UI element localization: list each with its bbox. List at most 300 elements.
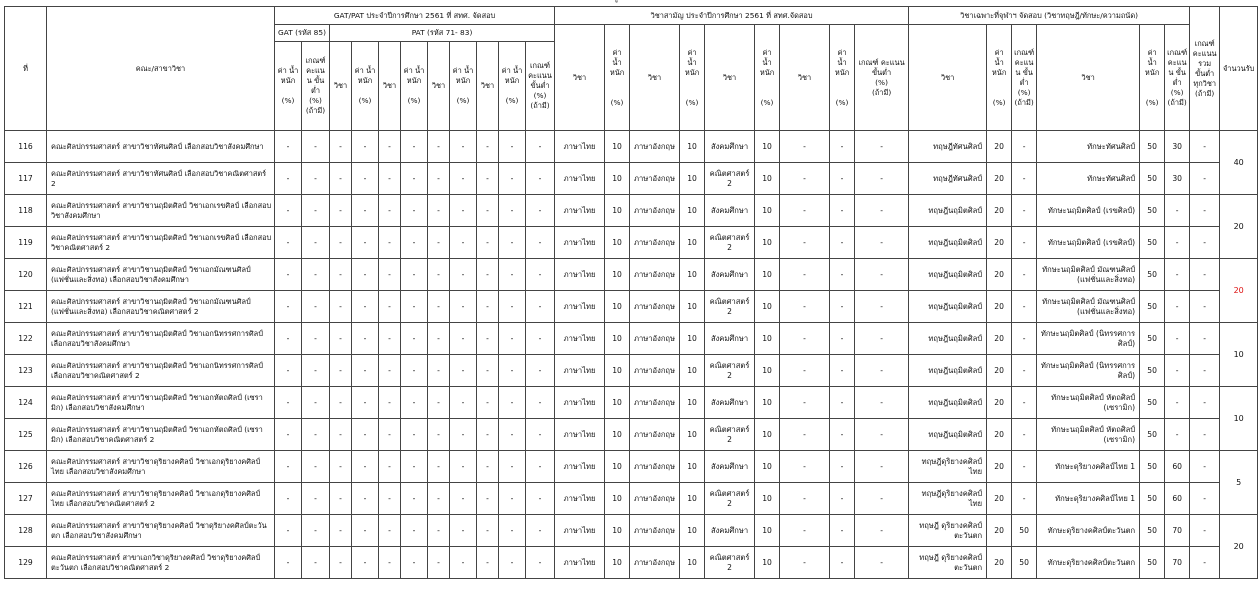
special-weight-2: 50 bbox=[1140, 163, 1165, 195]
pat-weight-3: - bbox=[450, 195, 477, 227]
special-subject-2: ทักษะนฤมิตศิลป์ มัณฑนศิลป์ (แฟชั่นและสิ่งทอ) bbox=[1037, 291, 1140, 323]
special-min-1: - bbox=[1012, 419, 1037, 451]
common-subject-4: - bbox=[780, 163, 830, 195]
special-min-2: 60 bbox=[1165, 483, 1190, 515]
pat-weight-2: - bbox=[401, 419, 428, 451]
seat-count: 5 bbox=[1220, 451, 1258, 515]
gat-min: - bbox=[302, 547, 330, 579]
common-weight-3: 10 bbox=[755, 547, 780, 579]
common-weight-2: 10 bbox=[680, 195, 705, 227]
common-weight-2: 10 bbox=[680, 451, 705, 483]
pat-weight-2: - bbox=[401, 451, 428, 483]
common-subject-3: คณิตศาสตร์ 2 bbox=[705, 419, 755, 451]
gat-weight: - bbox=[275, 163, 302, 195]
pat-min: - bbox=[526, 195, 555, 227]
common-weight-2: 10 bbox=[680, 291, 705, 323]
pat-weight-3: - bbox=[450, 259, 477, 291]
row-number: 123 bbox=[5, 355, 47, 387]
pat-subject-3: - bbox=[428, 355, 450, 387]
special-min-1: - bbox=[1012, 387, 1037, 419]
common-weight-1: 10 bbox=[605, 323, 630, 355]
common-subject-4: - bbox=[780, 323, 830, 355]
special-subject-2: ทักษะนฤมิตศิลป์ หัตถศิลป์ (เซรามิก) bbox=[1037, 419, 1140, 451]
special-weight-1: 20 bbox=[987, 259, 1012, 291]
common-subject-1: ภาษาไทย bbox=[555, 355, 605, 387]
pat-weight-4: - bbox=[499, 291, 526, 323]
gat-min: - bbox=[302, 259, 330, 291]
pat-weight-3: - bbox=[450, 483, 477, 515]
header-subject: วิชา bbox=[909, 25, 987, 131]
special-subject-1: ทฤษฎี ดุริยางคศิลป์ตะวันตก bbox=[909, 515, 987, 547]
special-subject-2: ทักษะดุริยางคศิลป์ตะวันตก bbox=[1037, 547, 1140, 579]
pat-weight-2: - bbox=[401, 259, 428, 291]
common-subject-4: - bbox=[780, 227, 830, 259]
total-min: - bbox=[1190, 387, 1220, 419]
faculty-cell: คณะศิลปกรรมศาสตร์ สาขาวิชาดุริยางคศิลป์ วิชาเอกดุริยางคศิลป์ไทย เลือกสอบวิชาคณิตศาสตร์ 2 bbox=[47, 483, 275, 515]
gat-min: - bbox=[302, 195, 330, 227]
common-subject-1: ภาษาไทย bbox=[555, 195, 605, 227]
total-min: - bbox=[1190, 291, 1220, 323]
pat-weight-3: - bbox=[450, 355, 477, 387]
common-subject-3: สังคมศึกษา bbox=[705, 131, 755, 163]
header-weight: ค่า น้ำหนัก (%) bbox=[755, 25, 780, 131]
table-row bbox=[5, 483, 1258, 515]
header-gat: GAT (รหัส 85) bbox=[275, 25, 330, 42]
pat-subject-2: - bbox=[379, 451, 401, 483]
pat-weight-4: - bbox=[499, 323, 526, 355]
special-weight-2: 50 bbox=[1140, 451, 1165, 483]
common-weight-3: 10 bbox=[755, 323, 780, 355]
gat-min: - bbox=[302, 131, 330, 163]
header-subject: วิชา bbox=[555, 25, 605, 131]
common-weight-2: 10 bbox=[680, 547, 705, 579]
special-subject-2: ทักษะนฤมิตศิลป์ หัตถศิลป์ (เซรามิก) bbox=[1037, 387, 1140, 419]
common-weight-4: - bbox=[830, 259, 855, 291]
common-min: - bbox=[855, 259, 909, 291]
pat-weight-4: - bbox=[499, 419, 526, 451]
pat-subject-2: - bbox=[379, 355, 401, 387]
special-weight-1: 20 bbox=[987, 387, 1012, 419]
pat-subject-4: - bbox=[477, 419, 499, 451]
pat-subject-2: - bbox=[379, 323, 401, 355]
pat-weight-2: - bbox=[401, 323, 428, 355]
pat-subject-1: - bbox=[330, 547, 352, 579]
special-subject-1: ทฤษฎีนฤมิตศิลป์ bbox=[909, 419, 987, 451]
pat-min: - bbox=[526, 451, 555, 483]
pat-subject-4: - bbox=[477, 259, 499, 291]
pat-weight-4: - bbox=[499, 483, 526, 515]
pat-weight-3: - bbox=[450, 227, 477, 259]
common-weight-3: 10 bbox=[755, 291, 780, 323]
special-min-2: - bbox=[1165, 227, 1190, 259]
special-weight-2: 50 bbox=[1140, 291, 1165, 323]
faculty-cell: คณะศิลปกรรมศาสตร์ สาขาวิชานฤมิตศิลป์ วิชาเอกหัตถศิลป์ (เซรามิก) เลือกสอบวิชาสังคมศึกษา bbox=[47, 387, 275, 419]
common-weight-2: 10 bbox=[680, 483, 705, 515]
common-weight-1: 10 bbox=[605, 547, 630, 579]
gat-weight: - bbox=[275, 323, 302, 355]
pat-subject-3: - bbox=[428, 131, 450, 163]
special-min-2: 60 bbox=[1165, 451, 1190, 483]
special-subject-2: ทักษะนฤมิตศิลป์ (นิทรรศการศิลป์) bbox=[1037, 355, 1140, 387]
pat-weight-1: - bbox=[352, 291, 379, 323]
special-min-1: - bbox=[1012, 483, 1037, 515]
common-weight-4: - bbox=[830, 547, 855, 579]
special-weight-2: 50 bbox=[1140, 419, 1165, 451]
gat-min: - bbox=[302, 515, 330, 547]
pat-subject-3: - bbox=[428, 195, 450, 227]
common-weight-1: 10 bbox=[605, 131, 630, 163]
special-weight-2: 50 bbox=[1140, 387, 1165, 419]
pat-min: - bbox=[526, 163, 555, 195]
special-weight-1: 20 bbox=[987, 483, 1012, 515]
pat-subject-2: - bbox=[379, 419, 401, 451]
special-min-2: - bbox=[1165, 195, 1190, 227]
header-total-min: เกณฑ์คะแนนรวม ขั้นต่ำทุกวิชา (ถ้ามี) bbox=[1190, 7, 1220, 131]
header-subject: วิชา bbox=[780, 25, 830, 131]
special-min-2: - bbox=[1165, 323, 1190, 355]
pat-weight-4: - bbox=[499, 131, 526, 163]
common-subject-1: ภาษาไทย bbox=[555, 451, 605, 483]
special-weight-1: 20 bbox=[987, 323, 1012, 355]
pat-weight-3: - bbox=[450, 291, 477, 323]
pat-subject-2: - bbox=[379, 483, 401, 515]
faculty-cell: คณะศิลปกรรมศาสตร์ สาขาเอกวิชาดุริยางคศิลป์ วิชาดุริยางคศิลป์ตะวันตก เลือกสอบวิชาคณิตศาสตร์ 2 bbox=[47, 547, 275, 579]
pat-weight-1: - bbox=[352, 387, 379, 419]
common-weight-3: 10 bbox=[755, 259, 780, 291]
gat-weight: - bbox=[275, 547, 302, 579]
pat-weight-2: - bbox=[401, 163, 428, 195]
pat-weight-3: - bbox=[450, 451, 477, 483]
common-weight-2: 10 bbox=[680, 419, 705, 451]
pat-subject-1: - bbox=[330, 291, 352, 323]
gat-weight: - bbox=[275, 355, 302, 387]
pat-min: - bbox=[526, 419, 555, 451]
special-subject-1: ทฤษฎีนฤมิตศิลป์ bbox=[909, 291, 987, 323]
pat-weight-3: - bbox=[450, 387, 477, 419]
table-row bbox=[5, 131, 1258, 163]
common-subject-1: ภาษาไทย bbox=[555, 323, 605, 355]
pat-weight-4: - bbox=[499, 195, 526, 227]
header-gat-pat: GAT/PAT ประจำปีการศึกษา 2561 ที่ สทศ. จัดสอบ bbox=[275, 7, 555, 25]
pat-subject-3: - bbox=[428, 163, 450, 195]
table-row bbox=[5, 323, 1258, 355]
common-weight-3: 10 bbox=[755, 195, 780, 227]
total-min: - bbox=[1190, 163, 1220, 195]
faculty-cell: คณะศิลปกรรมศาสตร์ สาขาวิชานฤมิตศิลป์ วิชาเอกนิทรรศการศิลป์ เลือกสอบวิชาคณิตศาสตร์ 2 bbox=[47, 355, 275, 387]
header-special-subjects: วิชาเฉพาะที่จุฬาฯ จัดสอบ (วิชาทฤษฎี/ทักษะ/ความถนัด) bbox=[909, 7, 1190, 25]
common-weight-4: - bbox=[830, 291, 855, 323]
pat-subject-3: - bbox=[428, 227, 450, 259]
faculty-cell: คณะศิลปกรรมศาสตร์ สาขาวิชาดุริยางคศิลป์ วิชาเอกดุริยางคศิลป์ไทย เลือกสอบวิชาสังคมศึกษา bbox=[47, 451, 275, 483]
common-subject-3: สังคมศึกษา bbox=[705, 323, 755, 355]
special-min-2: - bbox=[1165, 419, 1190, 451]
pat-subject-2: - bbox=[379, 547, 401, 579]
table-row bbox=[5, 195, 1258, 227]
pat-weight-3: - bbox=[450, 515, 477, 547]
row-number: 122 bbox=[5, 323, 47, 355]
pat-subject-4: - bbox=[477, 355, 499, 387]
table-row bbox=[5, 355, 1258, 387]
common-weight-3: 10 bbox=[755, 227, 780, 259]
common-weight-3: 10 bbox=[755, 355, 780, 387]
common-weight-4: - bbox=[830, 483, 855, 515]
pat-weight-4: - bbox=[499, 355, 526, 387]
special-weight-2: 50 bbox=[1140, 259, 1165, 291]
special-weight-1: 20 bbox=[987, 291, 1012, 323]
seat-count: 20 bbox=[1220, 259, 1258, 323]
special-weight-1: 20 bbox=[987, 419, 1012, 451]
common-subject-2: ภาษาอังกฤษ bbox=[630, 419, 680, 451]
gat-weight: - bbox=[275, 291, 302, 323]
pat-subject-1: - bbox=[330, 195, 352, 227]
pat-min: - bbox=[526, 483, 555, 515]
common-min: - bbox=[855, 483, 909, 515]
pat-subject-3: - bbox=[428, 515, 450, 547]
common-subject-4: - bbox=[780, 387, 830, 419]
special-subject-2: ทักษะนฤมิตศิลป์ มัณฑนศิลป์ (แฟชั่นและสิ่งทอ) bbox=[1037, 259, 1140, 291]
common-subject-1: ภาษาไทย bbox=[555, 259, 605, 291]
table-body bbox=[5, 131, 1258, 579]
common-weight-2: 10 bbox=[680, 355, 705, 387]
special-weight-1: 20 bbox=[987, 131, 1012, 163]
common-subject-4: - bbox=[780, 451, 830, 483]
special-weight-2: 50 bbox=[1140, 547, 1165, 579]
special-min-1: - bbox=[1012, 163, 1037, 195]
special-subject-2: ทักษะดุริยางคศิลป์ตะวันตก bbox=[1037, 515, 1140, 547]
pat-subject-1: - bbox=[330, 387, 352, 419]
pat-subject-3: - bbox=[428, 419, 450, 451]
row-number: 119 bbox=[5, 227, 47, 259]
pat-min: - bbox=[526, 323, 555, 355]
pat-subject-2: - bbox=[379, 131, 401, 163]
special-min-1: - bbox=[1012, 259, 1037, 291]
pat-weight-3: - bbox=[450, 323, 477, 355]
pat-weight-4: - bbox=[499, 515, 526, 547]
header-weight: ค่า น้ำหนัก (%) bbox=[352, 42, 379, 131]
common-subject-1: ภาษาไทย bbox=[555, 227, 605, 259]
row-number: 128 bbox=[5, 515, 47, 547]
common-weight-1: 10 bbox=[605, 195, 630, 227]
table-row bbox=[5, 227, 1258, 259]
special-min-2: - bbox=[1165, 387, 1190, 419]
special-weight-1: 20 bbox=[987, 195, 1012, 227]
common-subject-2: ภาษาอังกฤษ bbox=[630, 291, 680, 323]
common-subject-3: สังคมศึกษา bbox=[705, 259, 755, 291]
seat-count: 10 bbox=[1220, 387, 1258, 451]
gat-min: - bbox=[302, 387, 330, 419]
common-weight-4: - bbox=[830, 419, 855, 451]
special-min-1: - bbox=[1012, 227, 1037, 259]
pat-min: - bbox=[526, 259, 555, 291]
pat-weight-4: - bbox=[499, 227, 526, 259]
pat-subject-1: - bbox=[330, 259, 352, 291]
common-subject-2: ภาษาอังกฤษ bbox=[630, 515, 680, 547]
table-row bbox=[5, 547, 1258, 579]
pat-weight-3: - bbox=[450, 131, 477, 163]
pat-weight-3: - bbox=[450, 547, 477, 579]
special-subject-1: ทฤษฎีดุริยางคศิลป์ไทย bbox=[909, 483, 987, 515]
header-subject: วิชา bbox=[477, 42, 499, 131]
pat-subject-3: - bbox=[428, 547, 450, 579]
pat-weight-2: - bbox=[401, 515, 428, 547]
gat-weight: - bbox=[275, 387, 302, 419]
pat-subject-4: - bbox=[477, 291, 499, 323]
special-weight-2: 50 bbox=[1140, 131, 1165, 163]
header-subject: วิชา bbox=[705, 25, 755, 131]
table-row bbox=[5, 419, 1258, 451]
header-subject: วิชา bbox=[630, 25, 680, 131]
header-no: ที่ bbox=[5, 7, 47, 131]
common-subject-3: สังคมศึกษา bbox=[705, 515, 755, 547]
seat-count: 20 bbox=[1220, 195, 1258, 259]
pat-weight-1: - bbox=[352, 419, 379, 451]
pat-subject-4: - bbox=[477, 163, 499, 195]
special-subject-1: ทฤษฎีทัศนศิลป์ bbox=[909, 163, 987, 195]
pat-weight-2: - bbox=[401, 355, 428, 387]
common-subject-1: ภาษาไทย bbox=[555, 291, 605, 323]
pat-weight-4: - bbox=[499, 387, 526, 419]
common-weight-2: 10 bbox=[680, 259, 705, 291]
common-subject-3: สังคมศึกษา bbox=[705, 387, 755, 419]
special-subject-2: ทักษะดุริยางคศิลป์ไทย 1 bbox=[1037, 483, 1140, 515]
faculty-cell: คณะศิลปกรรมศาสตร์ สาขาวิชานฤมิตศิลป์ วิชาเอกหัตถศิลป์ (เซรามิก) เลือกสอบวิชาคณิตศาสตร์ 2 bbox=[47, 419, 275, 451]
special-min-1: 50 bbox=[1012, 547, 1037, 579]
common-weight-4: - bbox=[830, 195, 855, 227]
special-min-1: - bbox=[1012, 355, 1037, 387]
pat-subject-3: - bbox=[428, 259, 450, 291]
gat-weight: - bbox=[275, 483, 302, 515]
header-weight: ค่า น้ำหนัก (%) bbox=[275, 42, 302, 131]
pat-min: - bbox=[526, 291, 555, 323]
pat-subject-1: - bbox=[330, 419, 352, 451]
pat-subject-4: - bbox=[477, 547, 499, 579]
special-min-1: 50 bbox=[1012, 515, 1037, 547]
special-min-1: - bbox=[1012, 291, 1037, 323]
pat-weight-2: - bbox=[401, 387, 428, 419]
common-subject-2: ภาษาอังกฤษ bbox=[630, 227, 680, 259]
special-weight-1: 20 bbox=[987, 515, 1012, 547]
pat-subject-1: - bbox=[330, 355, 352, 387]
pat-subject-2: - bbox=[379, 259, 401, 291]
common-subject-4: - bbox=[780, 419, 830, 451]
pat-subject-4: - bbox=[477, 483, 499, 515]
pat-weight-1: - bbox=[352, 131, 379, 163]
header-common-subjects: วิชาสามัญ ประจำปีการศึกษา 2561 ที่ สทศ.จัดสอบ bbox=[555, 7, 909, 25]
table-row bbox=[5, 163, 1258, 195]
page-marker bbox=[618, 0, 628, 2]
total-min: - bbox=[1190, 259, 1220, 291]
special-subject-2: ทักษะนฤมิตศิลป์ (นิทรรศการศิลป์) bbox=[1037, 323, 1140, 355]
common-subject-4: - bbox=[780, 547, 830, 579]
common-weight-4: - bbox=[830, 227, 855, 259]
header-weight: ค่า น้ำหนัก (%) bbox=[450, 42, 477, 131]
header-min-score: เกณฑ์ คะแนน ขั้นต่ำ (%) (ถ้ามี) bbox=[1165, 25, 1190, 131]
common-subject-3: คณิตศาสตร์ 2 bbox=[705, 483, 755, 515]
pat-weight-1: - bbox=[352, 483, 379, 515]
common-min: - bbox=[855, 547, 909, 579]
total-min: - bbox=[1190, 515, 1220, 547]
gat-weight: - bbox=[275, 419, 302, 451]
common-weight-4: - bbox=[830, 387, 855, 419]
table-row bbox=[5, 387, 1258, 419]
header-min-score: เกณฑ์ คะแนน ขั้นต่ำ (%) (ถ้ามี) bbox=[526, 42, 555, 131]
special-weight-2: 50 bbox=[1140, 323, 1165, 355]
common-subject-2: ภาษาอังกฤษ bbox=[630, 547, 680, 579]
common-weight-1: 10 bbox=[605, 259, 630, 291]
header-min-score: เกณฑ์ คะแนน ขั้นต่ำ (%) (ถ้ามี) bbox=[1012, 25, 1037, 131]
row-number: 124 bbox=[5, 387, 47, 419]
header-subject: วิชา bbox=[330, 42, 352, 131]
common-weight-1: 10 bbox=[605, 291, 630, 323]
common-weight-3: 10 bbox=[755, 163, 780, 195]
pat-weight-1: - bbox=[352, 323, 379, 355]
gat-min: - bbox=[302, 323, 330, 355]
common-weight-3: 10 bbox=[755, 131, 780, 163]
pat-subject-1: - bbox=[330, 163, 352, 195]
header-min-score: เกณฑ์ คะแนน ขั้นต่ำ (%) (ถ้ามี) bbox=[302, 42, 330, 131]
common-min: - bbox=[855, 387, 909, 419]
pat-weight-2: - bbox=[401, 227, 428, 259]
pat-weight-1: - bbox=[352, 227, 379, 259]
pat-subject-3: - bbox=[428, 323, 450, 355]
special-subject-2: ทักษะดุริยางคศิลป์ไทย 1 bbox=[1037, 451, 1140, 483]
common-weight-4: - bbox=[830, 131, 855, 163]
pat-weight-1: - bbox=[352, 355, 379, 387]
header-subject: วิชา bbox=[428, 42, 450, 131]
row-number: 126 bbox=[5, 451, 47, 483]
row-number: 120 bbox=[5, 259, 47, 291]
special-subject-1: ทฤษฎี ดุริยางคศิลป์ตะวันตก bbox=[909, 547, 987, 579]
common-weight-3: 10 bbox=[755, 515, 780, 547]
special-min-2: 30 bbox=[1165, 131, 1190, 163]
admission-table bbox=[4, 6, 1258, 579]
common-subject-1: ภาษาไทย bbox=[555, 131, 605, 163]
faculty-cell: คณะศิลปกรรมศาสตร์ สาขาวิชานฤมิตศิลป์ วิชาเอกนิทรรศการศิลป์ เลือกสอบวิชาสังคมศึกษา bbox=[47, 323, 275, 355]
common-subject-4: - bbox=[780, 355, 830, 387]
pat-subject-1: - bbox=[330, 227, 352, 259]
common-weight-2: 10 bbox=[680, 323, 705, 355]
special-subject-2: ทักษะนฤมิตศิลป์ (เรขศิลป์) bbox=[1037, 227, 1140, 259]
common-min: - bbox=[855, 195, 909, 227]
common-weight-2: 10 bbox=[680, 227, 705, 259]
special-min-2: - bbox=[1165, 259, 1190, 291]
pat-subject-3: - bbox=[428, 451, 450, 483]
pat-weight-2: - bbox=[401, 483, 428, 515]
special-weight-1: 20 bbox=[987, 163, 1012, 195]
header-weight: ค่า น้ำหนัก (%) bbox=[987, 25, 1012, 131]
common-weight-4: - bbox=[830, 515, 855, 547]
pat-subject-3: - bbox=[428, 291, 450, 323]
header-weight: ค่า น้ำหนัก (%) bbox=[680, 25, 705, 131]
common-subject-3: คณิตศาสตร์ 2 bbox=[705, 227, 755, 259]
faculty-cell: คณะศิลปกรรมศาสตร์ สาขาวิชานฤมิตศิลป์ วิชาเอกมัณฑนศิลป์ (แฟชั่นและสิ่งทอ) เลือกสอบวิชาสังคมศึกษา bbox=[47, 259, 275, 291]
special-min-1: - bbox=[1012, 131, 1037, 163]
special-subject-1: ทฤษฎีนฤมิตศิลป์ bbox=[909, 355, 987, 387]
common-subject-2: ภาษาอังกฤษ bbox=[630, 451, 680, 483]
pat-subject-3: - bbox=[428, 483, 450, 515]
common-weight-3: 10 bbox=[755, 419, 780, 451]
table-row bbox=[5, 259, 1258, 291]
row-number: 125 bbox=[5, 419, 47, 451]
pat-subject-4: - bbox=[477, 451, 499, 483]
special-min-2: 30 bbox=[1165, 163, 1190, 195]
common-weight-2: 10 bbox=[680, 387, 705, 419]
pat-weight-1: - bbox=[352, 515, 379, 547]
special-subject-1: ทฤษฎีทัศนศิลป์ bbox=[909, 131, 987, 163]
pat-weight-3: - bbox=[450, 419, 477, 451]
gat-min: - bbox=[302, 227, 330, 259]
total-min: - bbox=[1190, 323, 1220, 355]
